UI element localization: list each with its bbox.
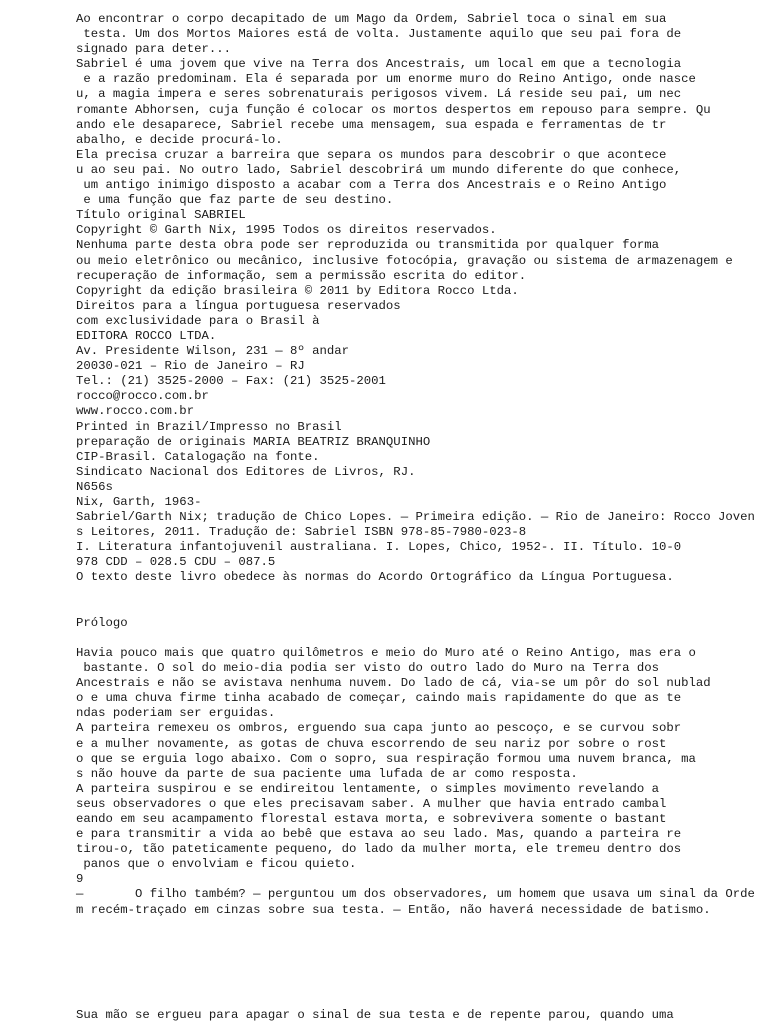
front-matter <box>76 12 766 586</box>
text-line: Sabriel/Garth Nix; tradução de Chico Lopes. — Primeira edição. — Rio de Janeiro: Rocco Joven <box>76 510 755 525</box>
text-line: s não houve da parte de sua paciente uma lufada de ar como resposta. <box>76 766 578 781</box>
text-line: — O filho também? — perguntou um dos observadores, um homem que usava um sinal da Orde <box>76 887 755 902</box>
text-line: eando em seu acampamento florestal estava morta, e sobrevivera somente o bastant <box>76 811 667 826</box>
text-line: Ela precisa cruzar a barreira que separa os mundos para descobrir o que acontece <box>76 147 667 162</box>
text-line: Ao encontrar o corpo decapitado de um Mago da Ordem, Sabriel toca o sinal em sua <box>76 12 667 26</box>
text-line: Nix, Garth, 1963- <box>76 495 202 509</box>
text-line: Título original SABRIEL <box>76 208 246 223</box>
spacer <box>76 586 766 601</box>
text-line: preparação de originais MARIA BEATRIZ BRANQUINHO <box>76 434 431 449</box>
text-line: Ancestrais e não se avistava nenhuma nuvem. Do lado de cá, via-se um pôr do sol nublad <box>76 676 711 691</box>
text-line: N656s <box>76 479 113 494</box>
text-line: recuperação de informação, sem a permissão escrita do editor. <box>76 268 527 283</box>
text-line: Sabriel é uma jovem que vive na Terra dos Ancestrais, um local em que a tecnologia <box>76 57 682 72</box>
text-line: ou meio eletrônico ou mecânico, inclusive fotocópia, gravação ou sistema de armazenagem e <box>76 253 733 268</box>
text-line: m recém-traçado em cinzas sobre sua testa. — Então, não haverá necessidade de batismo. <box>76 902 711 917</box>
section-title: Prólogo <box>76 615 128 630</box>
text-line: testa. Um dos Mortos Maiores está de volta. Justamente aquilo que seu pai fora de <box>76 27 682 42</box>
text-line: A parteira suspirou e se endireitou lentamente, o simples movimento revelando a <box>76 781 659 796</box>
text-line: e uma função que faz parte de seu destino. <box>76 193 394 208</box>
text-line: tirou-o, tão pateticamente pequeno, do lado da mulher morta, ele tremeu dentro dos <box>76 842 682 857</box>
text-line: ndas poderiam ser erguidas. <box>76 706 276 721</box>
text-line: Copyright da edição brasileira © 2011 by Editora Rocco Ltda. <box>76 283 519 298</box>
text-line: www.rocco.com.br <box>76 404 195 419</box>
text-line: um antigo inimigo disposto a acabar com a Terra dos Ancestrais e o Reino Antigo <box>76 178 667 193</box>
text-line: 20030-021 – Rio de Janeiro – RJ <box>76 359 305 374</box>
text-line: Printed in Brazil/Impresso no Brasil <box>76 419 342 434</box>
text-line: I. Literatura infantojuvenil australiana. I. Lopes, Chico, 1952-. II. Título. 10-0 <box>76 540 682 555</box>
document-page <box>76 12 766 1023</box>
text-line: com exclusividade para o Brasil à <box>76 313 320 328</box>
text-line: EDITORA ROCCO LTDA. <box>76 328 217 343</box>
text-line: abalho, e decide procurá-lo. <box>76 132 283 147</box>
spacer <box>76 601 766 616</box>
text-line: 9 <box>76 872 84 887</box>
continuation-text <box>76 1008 766 1023</box>
text-line: seus observadores o que eles precisavam saber. A mulher que havia entrado cambal <box>76 796 667 811</box>
text-line: s Leitores, 2011. Tradução de: Sabriel ISBN 978-85-7980-023-8 <box>76 525 527 540</box>
text-line: o que se erguia logo abaixo. Com o sopro, sua respiração formou uma nuvem branca, ma <box>76 751 696 766</box>
spacer <box>76 918 766 1009</box>
text-line: Av. Presidente Wilson, 231 — 8º andar <box>76 344 350 359</box>
text-line: O texto deste livro obedece às normas do Acordo Ortográfico da Língua Portuguesa. <box>76 570 674 585</box>
text-line: A parteira remexeu os ombros, erguendo sua capa junto ao pescoço, e se curvou sobr <box>76 721 682 736</box>
text-line: romante Abhorsen, cuja função é colocar os mortos despertos em repouso para sempre. Qu <box>76 102 711 117</box>
spacer <box>76 631 766 646</box>
text-line: Tel.: (21) 3525-2000 – Fax: (21) 3525-2001 <box>76 374 386 389</box>
text-line: Sindicato Nacional dos Editores de Livros, RJ. <box>76 464 416 479</box>
text-line: o e uma chuva firme tinha acabado de começar, caindo mais rapidamente do que as te <box>76 691 682 706</box>
text-line: e para transmitir a vida ao bebê que estava ao seu lado. Mas, quando a parteira re <box>76 827 682 842</box>
text-line: Havia pouco mais que quatro quilômetros e meio do Muro até o Reino Antigo, mas era o <box>76 645 696 660</box>
text-line: signado para deter... <box>76 42 231 57</box>
text-line: e a mulher novamente, as gotas de chuva escorrendo de seu nariz por sobre o rost <box>76 736 667 751</box>
text-line: Nenhuma parte desta obra pode ser reproduzida ou transmitida por qualquer forma <box>76 238 659 253</box>
text-line: 978 CDD – 028.5 CDU – 087.5 <box>76 555 276 570</box>
text-line: e a razão predominam. Ela é separada por um enorme muro do Reino Antigo, onde nasce <box>76 72 696 87</box>
text-line: rocco@rocco.com.br <box>76 389 209 404</box>
text-line: u, a magia impera e seres sobrenaturais perigosos vivem. Lá reside seu pai, um nec <box>76 87 682 102</box>
text-line: bastante. O sol do meio-dia podia ser visto do outro lado do Muro na Terra dos <box>76 661 659 676</box>
text-line: ando ele desaparece, Sabriel recebe uma mensagem, sua espada e ferramentas de tr <box>76 117 667 132</box>
text-line: Direitos para a língua portuguesa reservados <box>76 298 401 313</box>
text-line: u ao seu pai. No outro lado, Sabriel descobrirá um mundo diferente do que conhece, <box>76 162 682 177</box>
text-line: CIP-Brasil. Catalogação na fonte. <box>76 449 320 464</box>
text-line: panos que o envolviam e ficou quieto. <box>76 857 357 872</box>
text-line: Copyright © Garth Nix, 1995 Todos os direitos reservados. <box>76 223 497 238</box>
text-line: Sua mão se ergueu para apagar o sinal de sua testa e de repente parou, quando uma <box>76 1008 674 1023</box>
prologue-text <box>76 646 766 918</box>
